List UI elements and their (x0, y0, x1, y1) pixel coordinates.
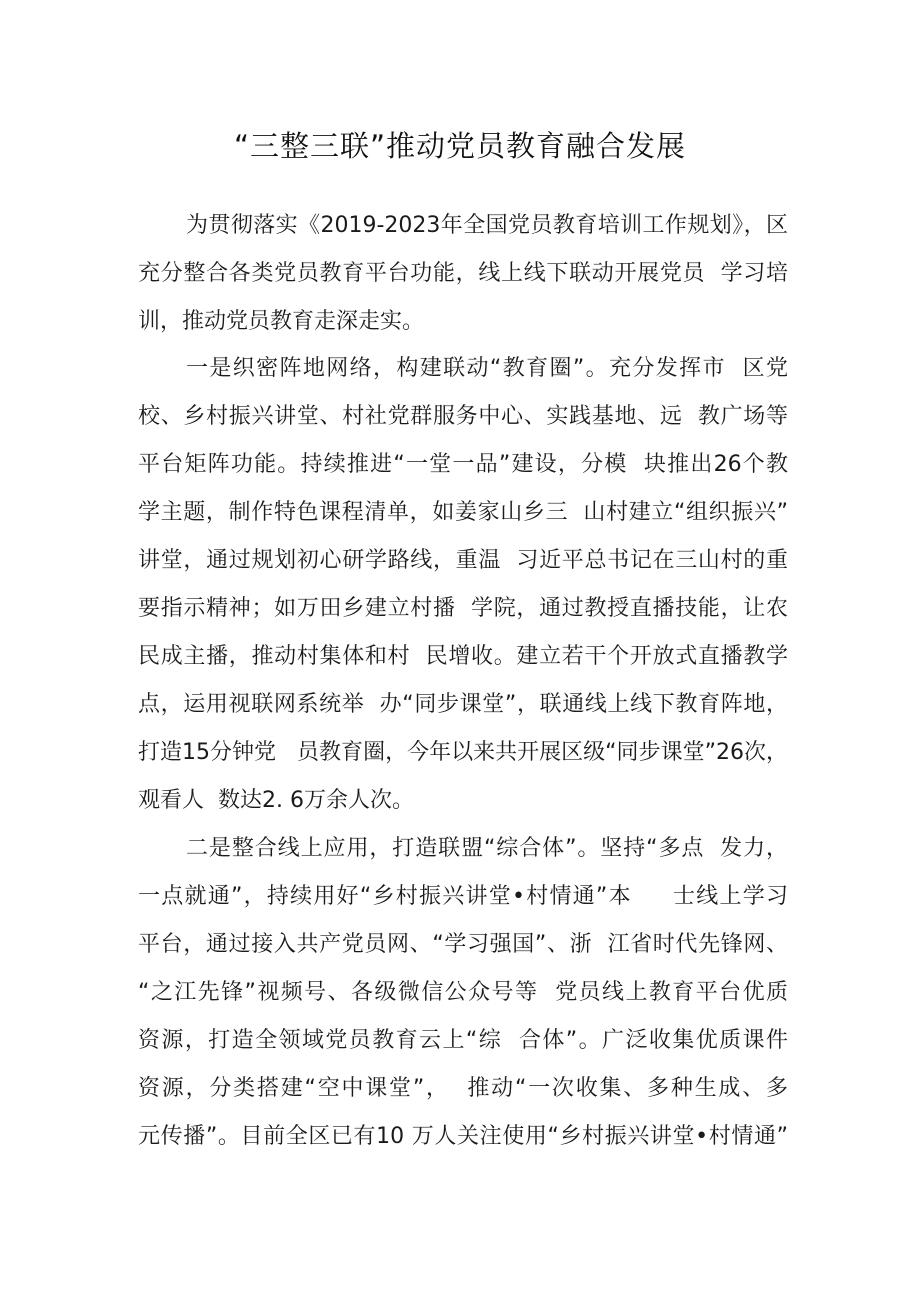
paragraph-3-line-6: 资源，分类搭建“空中课堂”， 推动“一次收集、多种生成、多 (138, 1076, 788, 1101)
paragraph-2-line-4: 学主题，制作特色课程清单，如姜家山乡三 山村建立“组织振兴” (138, 500, 788, 525)
paragraph-3-line-7: 元传播”。目前全区已有10 万人关注使用“乡村振兴讲堂•村情通” (138, 1124, 788, 1149)
paragraph-2-line-2: 校、乡村振兴讲堂、村社党群服务中心、实践基地、远 教广场等 (138, 404, 788, 429)
paragraph-3-line-2: 一点就通”，持续用好“乡村振兴讲堂•村情通”本 士线上学习 (138, 884, 788, 909)
paragraph-3-line-5: 资源，打造全领域党员教育云上“综 合体”。广泛收集优质课件 (138, 1028, 788, 1053)
paragraph-2-line-10: 观看人 数达2. 6万余人次。 (138, 788, 414, 813)
document-title: “三整三联”推动党员教育融合发展 (233, 129, 687, 163)
paragraph-3-line-4: “之江先锋”视频号、各级微信公众号等 党员线上教育平台优质 (138, 980, 788, 1005)
paragraph-2-line-8: 点，运用视联网系统举 办“同步课堂”，联通线上线下教育阵地， (138, 692, 788, 717)
paragraph-2-line-5: 讲堂，通过规划初心研学路线，重温 习近平总书记在三山村的重 (138, 548, 788, 573)
paragraph-2-line-3: 平台矩阵功能。持续推进“一堂一品”建设，分模 块推出26个教 (138, 452, 788, 477)
paragraph-2-line-6: 要指示精神；如万田乡建立村播 学院，通过教授直播技能，让农 (138, 596, 788, 621)
paragraph-3-line-1: 二是整合线上应用，打造联盟“综合体”。坚持“多点 发力， (186, 836, 788, 861)
paragraph-2-line-1: 一是织密阵地网络，构建联动“教育圈”。充分发挥市 区党 (186, 356, 788, 381)
paragraph-1-line-3: 训，推动党员教育走深走实。 (138, 309, 425, 334)
paragraph-1-line-2: 充分整合各类党员教育平台功能，线上线下联动开展党员 学习培 (138, 261, 788, 286)
paragraph-1-line-1: 为贯彻落实《2019-2023年全国党员教育培训工作规划》，区 (186, 213, 788, 238)
paragraph-2-line-9: 打造15分钟党 员教育圈，今年以来共开展区级“同步课堂”26次， (138, 740, 788, 765)
paragraph-2-line-7: 民成主播，推动村集体和村 民增收。建立若干个开放式直播教学 (138, 644, 788, 669)
paragraph-3-line-3: 平台，通过接入共产党员网、“学习强国”、浙 江省时代先锋网、 (138, 932, 788, 957)
